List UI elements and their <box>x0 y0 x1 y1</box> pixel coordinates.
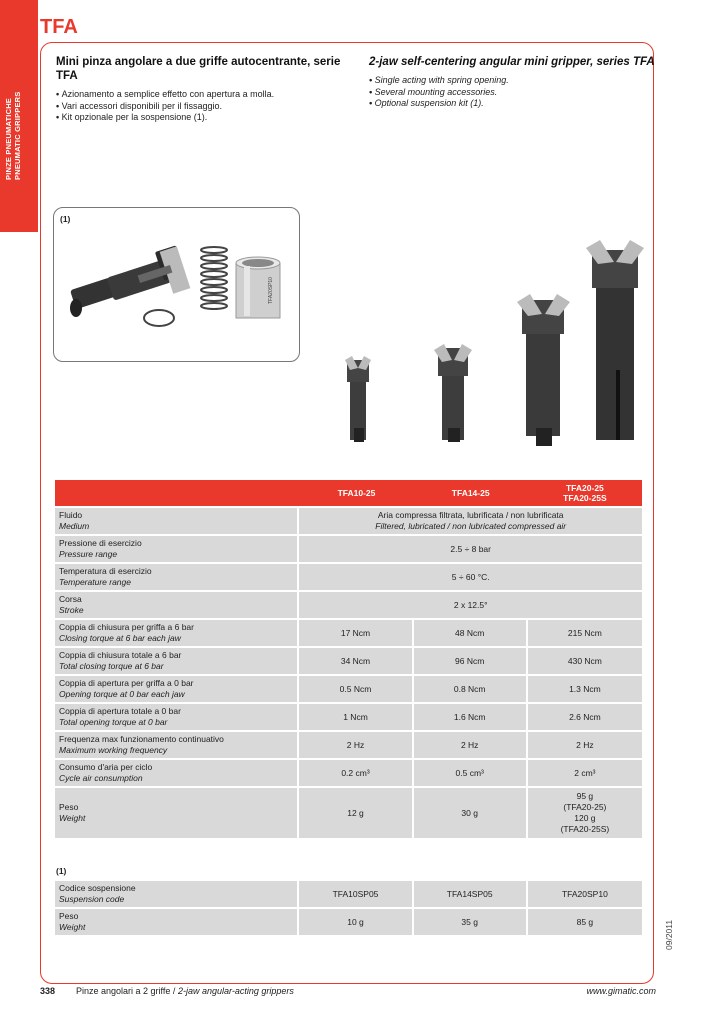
row-value: 2 Hz <box>414 732 528 758</box>
kit-sleeve <box>236 257 280 318</box>
row-label: Pressione di esercizio Pressure range <box>55 536 299 562</box>
row-label: Coppia di apertura totale a 0 bar Total opening torque at 0 bar <box>55 704 299 730</box>
feature-item: • Single acting with spring opening. <box>369 75 659 87</box>
row-value-multi: 95 g (TFA20-25) 120 g (TFA20-25S) <box>528 788 642 838</box>
kit-figure-label: (1) <box>60 214 71 224</box>
row-value: 12 g <box>299 788 413 838</box>
row-value: 2 cm³ <box>528 760 642 786</box>
row-value: 430 Ncm <box>528 648 642 674</box>
row-value: 30 g <box>414 788 528 838</box>
section-side-tab <box>0 0 38 232</box>
suspension-kit-illustration <box>54 208 301 363</box>
table-row <box>55 648 642 674</box>
gripper-tfa14 <box>434 344 472 442</box>
row-value: 215 Ncm <box>528 620 642 646</box>
row-label: Frequenza max funzionamento continuativo Maximum working frequency <box>55 732 299 758</box>
page-number: 338 <box>40 986 56 996</box>
footer-separator: / <box>172 986 176 996</box>
row-value: 2.6 Ncm <box>528 704 642 730</box>
row-value: TFA20SP10 <box>528 881 642 907</box>
feature-list-it <box>56 89 346 124</box>
row-label: Codice sospensione Suspension code <box>55 881 299 907</box>
table-row <box>55 704 642 730</box>
row-value: 96 Ncm <box>414 648 528 674</box>
intro-italian <box>56 55 346 124</box>
row-value: 1.6 Ncm <box>414 704 528 730</box>
feature-item: • Azionamento a semplice effetto con apertura a molla. <box>56 89 346 101</box>
kit-spring <box>201 247 227 309</box>
row-label: Fluido Medium <box>55 508 299 534</box>
intro-title-it: Mini pinza angolare a due griffe autocentrante, serie TFA <box>56 56 341 82</box>
series-title: TFA <box>40 16 78 38</box>
header-tfa10: TFA10-25 <box>299 480 413 506</box>
row-label: Coppia di chiusura totale a 6 bar Total closing torque at 6 bar <box>55 648 299 674</box>
footer-url[interactable]: www.gimatic.com <box>586 986 656 996</box>
row-value: 35 g <box>414 909 528 935</box>
row-value: 1.3 Ncm <box>528 676 642 702</box>
row-label: Peso Weight <box>55 909 299 935</box>
row-value: 2.5 ÷ 8 bar <box>299 536 642 562</box>
row-value: 10 g <box>299 909 413 935</box>
header-blank <box>55 480 299 506</box>
table-row <box>55 676 642 702</box>
gripper-product-photos <box>330 230 650 450</box>
table-row <box>55 881 642 907</box>
footer-title-it: Pinze angolari a 2 griffe <box>76 986 171 996</box>
table-row <box>55 732 642 758</box>
suspension-table <box>55 879 642 937</box>
gripper-tfa20-25s <box>586 240 644 440</box>
row-value: 0.8 Ncm <box>414 676 528 702</box>
footer-title-en: 2-jaw angular-acting grippers <box>177 986 294 996</box>
row-value: 1 Ncm <box>299 704 413 730</box>
row-value: 2 Hz <box>299 732 413 758</box>
side-tab-label <box>4 40 22 180</box>
row-value: TFA10SP05 <box>299 881 413 907</box>
table-row-weight <box>55 788 642 838</box>
row-label: Corsa Stroke <box>55 592 299 618</box>
row-value: 2 Hz <box>528 732 642 758</box>
table-row <box>55 536 642 562</box>
header-tfa20-25s: TFA20-25S <box>563 493 607 503</box>
revision-date: 09/2011 <box>664 919 674 950</box>
row-value: 0.5 cm³ <box>414 760 528 786</box>
spec-table-header <box>55 480 642 506</box>
table-row <box>55 760 642 786</box>
kit-gripper-body <box>70 245 190 317</box>
row-value: 34 Ncm <box>299 648 413 674</box>
feature-item: • Vari accessori disponibili per il fissaggio. <box>56 101 346 113</box>
row-label: Coppia di chiusura per griffa a 6 bar Closing torque at 6 bar each jaw <box>55 620 299 646</box>
kit-circlip <box>144 310 174 326</box>
feature-item: • Several mounting accessories. <box>369 87 659 99</box>
row-value: 2 x 12.5° <box>299 592 642 618</box>
row-value: 5 ÷ 60 °C. <box>299 564 642 590</box>
gripper-tfa20-25 <box>517 294 570 446</box>
feature-item: • Optional suspension kit (1). <box>369 98 659 110</box>
row-label: Temperatura di esercizio Temperature range <box>55 564 299 590</box>
row-value: Aria compressa filtrata, lubrificata / non lubrificata Filtered, lubricated / non lubricated compressed air <box>299 508 642 534</box>
kit-sleeve-marking: TFA20SP10 <box>268 277 274 304</box>
spec-table <box>55 478 642 840</box>
row-label: Consumo d'aria per ciclo Cycle air consumption <box>55 760 299 786</box>
intro-title-en: 2-jaw self-centering angular mini gripper, series TFA <box>369 56 655 68</box>
row-value: 0.2 cm³ <box>299 760 413 786</box>
row-value: 85 g <box>528 909 642 935</box>
feature-item: • Kit opzionale per la sospensione (1). <box>56 112 346 124</box>
row-value: 48 Ncm <box>414 620 528 646</box>
row-value: 0.5 Ncm <box>299 676 413 702</box>
table-row <box>55 620 642 646</box>
table-row <box>55 564 642 590</box>
header-tfa20-25: TFA20-25 <box>565 483 604 493</box>
table-row <box>55 909 642 935</box>
suspension-caption: (1) <box>56 866 67 876</box>
header-tfa20 <box>528 480 642 506</box>
row-value: 17 Ncm <box>299 620 413 646</box>
suspension-kit-figure <box>53 207 300 362</box>
side-tab-line-en: PNEUMATIC GRIPPERS <box>13 91 22 180</box>
row-value: TFA14SP05 <box>414 881 528 907</box>
side-tab-line-it: PINZE PNEUMATICHE <box>4 97 13 180</box>
row-label: Coppia di apertura per griffa a 0 bar Opening torque at 0 bar each jaw <box>55 676 299 702</box>
footer-title <box>76 986 294 996</box>
row-label: Peso Weight <box>55 788 299 838</box>
feature-list-en <box>369 75 659 110</box>
header-tfa14: TFA14-25 <box>414 480 528 506</box>
gripper-tfa10 <box>345 356 371 442</box>
table-row <box>55 508 642 534</box>
intro-english <box>369 55 659 110</box>
table-row <box>55 592 642 618</box>
